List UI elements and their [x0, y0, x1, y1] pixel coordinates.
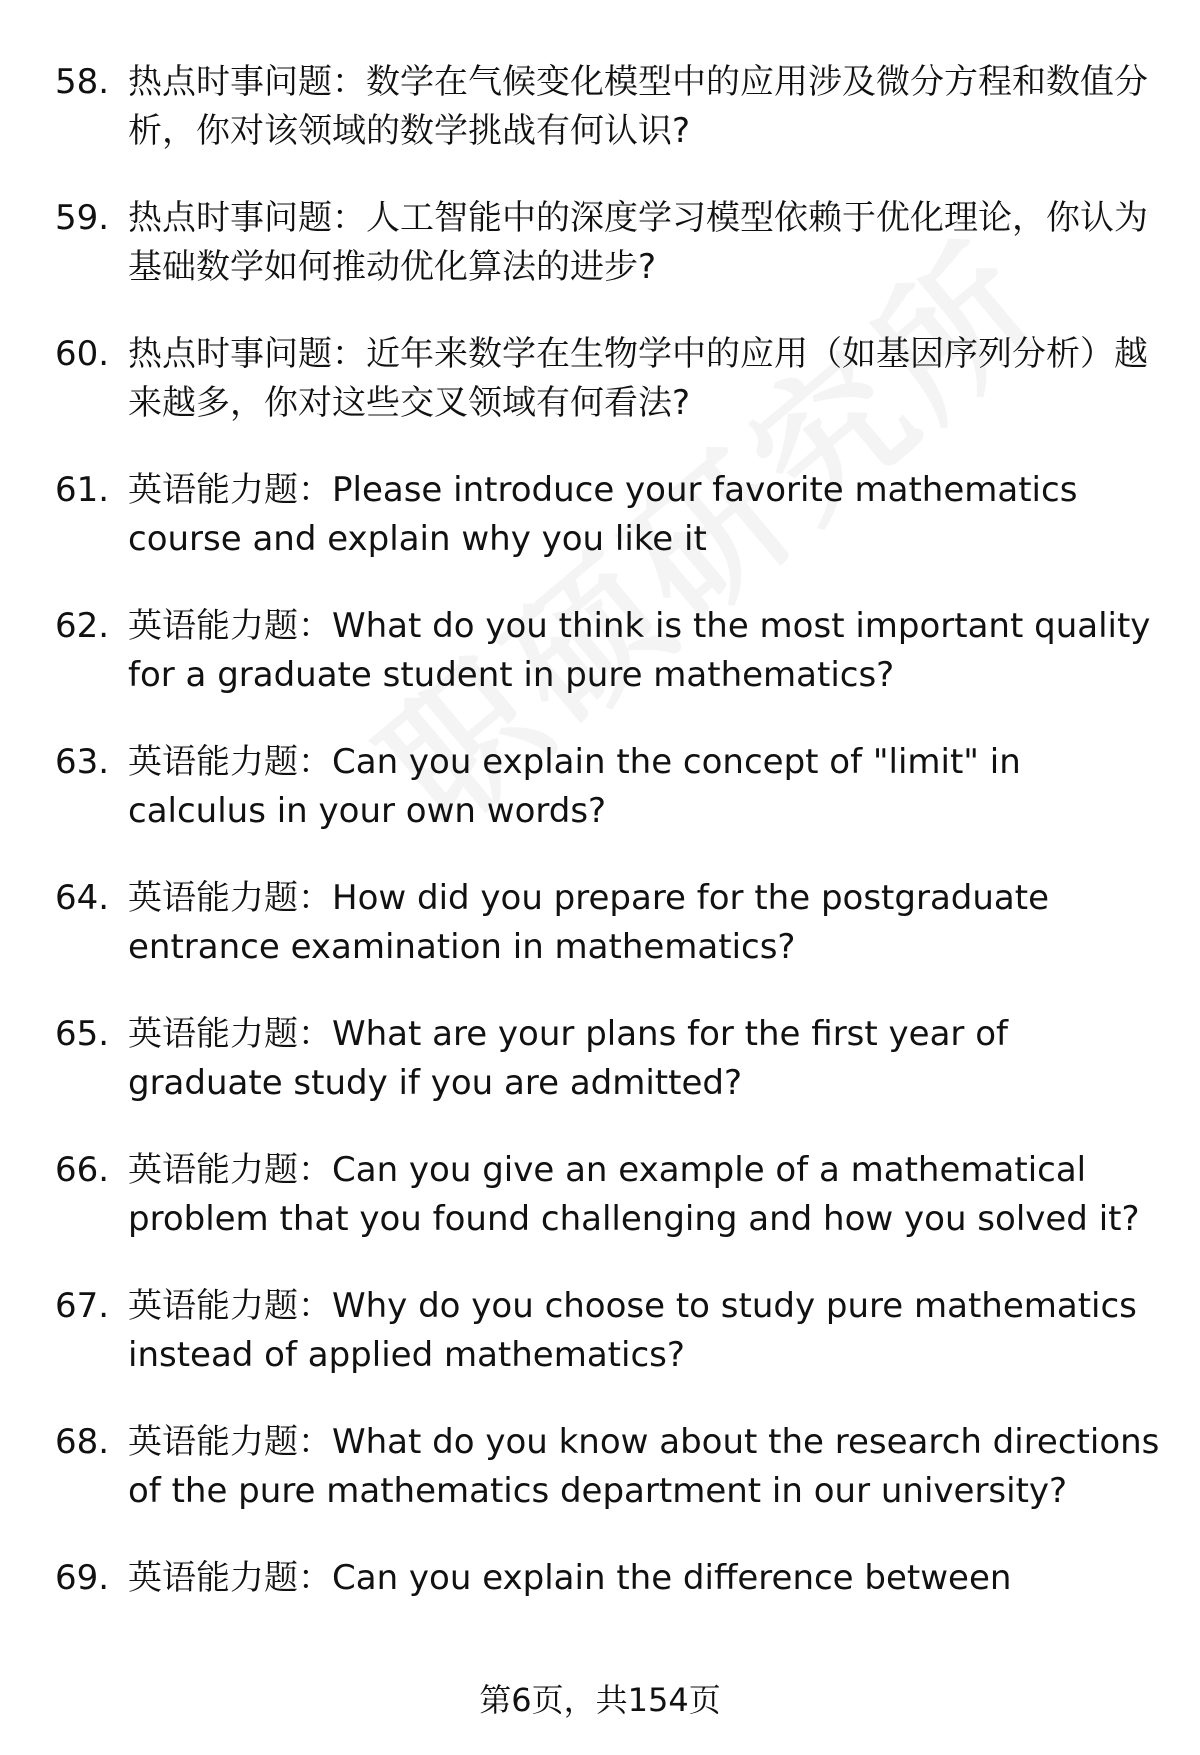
list-item [55, 58, 1165, 156]
question-number: 65. [55, 1014, 110, 1054]
question-number: 61. [55, 470, 110, 510]
question-list [55, 58, 1165, 1641]
list-item [55, 874, 1165, 972]
list-item [55, 1418, 1165, 1516]
question-text: 热点时事问题：数学在气候变化模型中的应用涉及微分方程和数值分析，你对该领域的数学挑战有何认识? [128, 62, 1148, 151]
list-item [55, 602, 1165, 700]
list-item [55, 738, 1165, 836]
question-text: 热点时事问题：近年来数学在生物学中的应用（如基因序列分析）越来越多，你对这些交叉领域有何看法? [128, 334, 1148, 423]
list-item [55, 1010, 1165, 1108]
question-text: 英语能力题：Can you explain the difference between [128, 1558, 1012, 1598]
list-item [55, 1282, 1165, 1380]
question-number: 59. [55, 198, 110, 238]
list-item [55, 194, 1165, 292]
question-number: 68. [55, 1422, 110, 1462]
list-item [55, 466, 1165, 564]
question-text: 英语能力题：Why do you choose to study pure mathematics instead of applied mathematics? [128, 1286, 1137, 1375]
question-number: 63. [55, 742, 110, 782]
question-text: 英语能力题：How did you prepare for the postgraduate entrance examination in mathematics? [128, 878, 1049, 967]
list-item [55, 330, 1165, 428]
question-number: 60. [55, 334, 110, 374]
question-number: 64. [55, 878, 110, 918]
question-text: 英语能力题：What are your plans for the first year of graduate study if you are admitted? [128, 1014, 1008, 1103]
page-footer: 第6页，共154页 [479, 1681, 721, 1719]
question-text: 英语能力题：What do you know about the research directions of the pure mathematics department in our university? [128, 1422, 1160, 1511]
question-number: 58. [55, 62, 110, 102]
question-text: 热点时事问题：人工智能中的深度学习模型依赖于优化理论，你认为基础数学如何推动优化算法的进步? [128, 198, 1148, 287]
question-number: 67. [55, 1286, 110, 1326]
question-text: 英语能力题：What do you think is the most important quality for a graduate student in pure mathematics? [128, 606, 1151, 695]
question-text: 英语能力题：Can you explain the concept of "limit" in calculus in your own words? [128, 742, 1021, 831]
question-number: 62. [55, 606, 110, 646]
question-text: 英语能力题：Can you give an example of a mathematical problem that you found challenging and how you solved it? [128, 1150, 1140, 1239]
question-number: 66. [55, 1150, 110, 1190]
question-text: 英语能力题：Please introduce your favorite mathematics course and explain why you like it [128, 470, 1078, 559]
list-item [55, 1146, 1165, 1244]
list-item [55, 1554, 1165, 1603]
question-number: 69. [55, 1558, 110, 1598]
